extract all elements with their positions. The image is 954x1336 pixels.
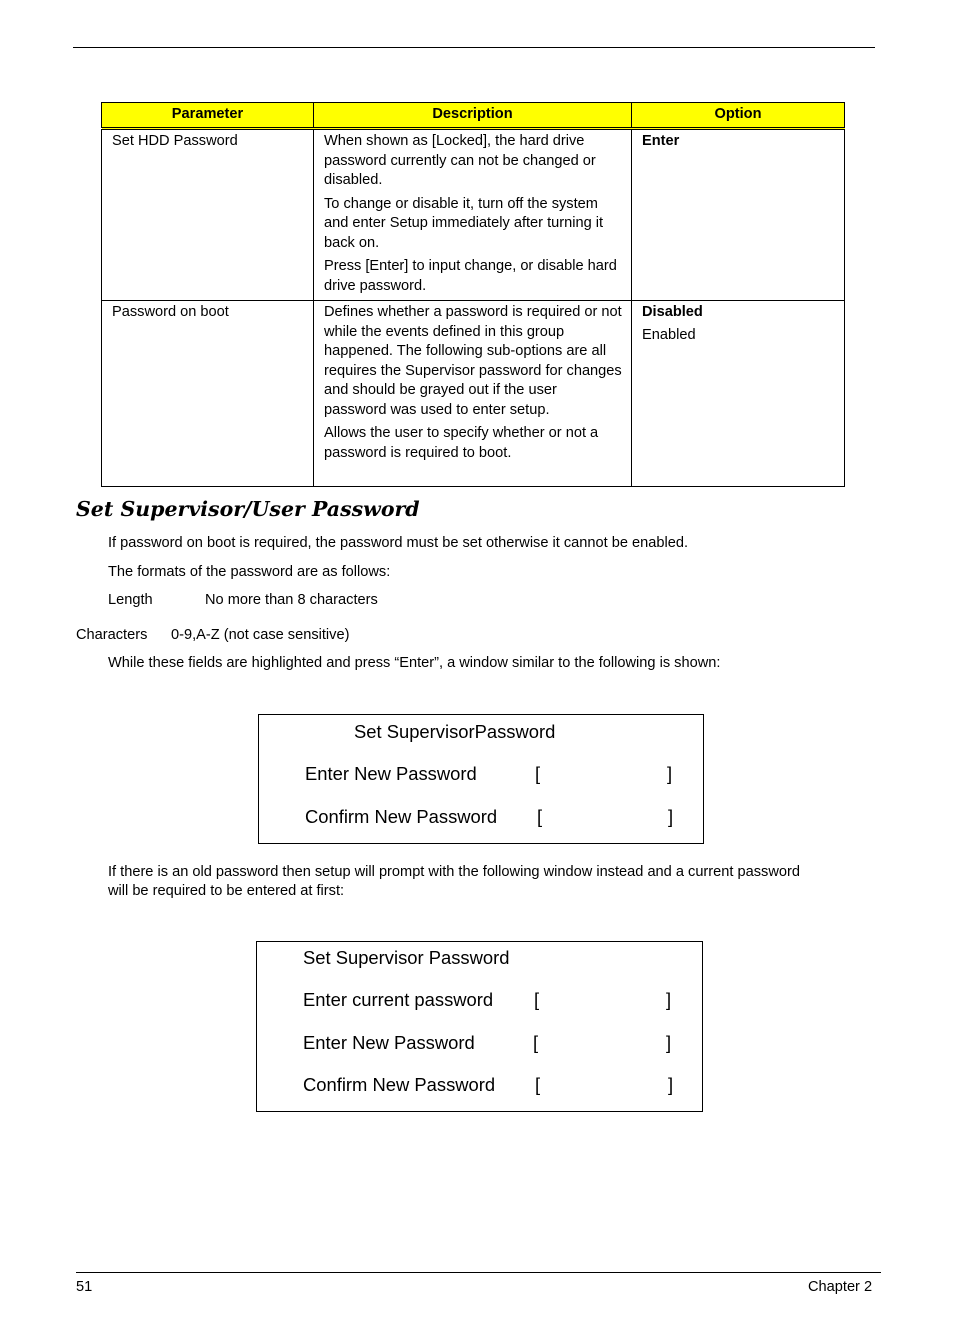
parameter-name: Password on boot (112, 304, 229, 320)
open-bracket: [ (533, 1032, 539, 1053)
option-default: Disabled (642, 304, 703, 320)
open-bracket: [ (535, 1074, 541, 1095)
window-title: Set SupervisorPassword (354, 721, 556, 742)
length-value: No more than 8 characters (205, 592, 378, 608)
option-value: Enabled (642, 326, 696, 343)
field-label-confirm-new: Confirm New Password (303, 1074, 496, 1095)
header-rule (73, 47, 875, 48)
table-row (102, 129, 845, 301)
window-title: Set Supervisor Password (303, 947, 510, 968)
length-label: Length (108, 592, 153, 608)
description-paragraph: Defines whether a password is required or not while the events defined in this group happened. The following sub-options are all requires the Supervisor password for changes and should be grayed out if the user password was used to enter setup. (324, 304, 622, 418)
cell-option (632, 301, 845, 487)
header-option: Option (632, 103, 845, 129)
paragraph-formats: The formats of the password are as follows: (108, 564, 391, 580)
paragraph-old-password-line2: will be required to be entered at first: (108, 883, 345, 899)
field-label-confirm-new: Confirm New Password (305, 806, 498, 827)
header-parameter: Parameter (102, 103, 314, 129)
chapter-label: Chapter 2 (808, 1279, 873, 1295)
paragraph-boot-required: If password on boot is required, the password must be set otherwise it cannot be enabled. (108, 535, 689, 551)
description-paragraph: When shown as [Locked], the hard drive password currently can not be changed or disabled. (324, 133, 596, 188)
field-label-enter-new: Enter New Password (303, 1032, 475, 1053)
open-bracket: [ (535, 763, 541, 784)
change-supervisor-password-window (256, 941, 703, 1112)
characters-value: 0-9,A-Z (not case sensitive) (171, 627, 350, 643)
table-row (102, 301, 845, 487)
option-default: Enter (642, 133, 680, 149)
close-bracket: ] (666, 989, 672, 1010)
open-bracket: [ (534, 989, 540, 1010)
field-label-enter-new: Enter New Password (305, 763, 477, 784)
cell-description (314, 129, 632, 301)
table-header-row (102, 103, 845, 129)
description-paragraph: To change or disable it, turn off the system and enter Setup immediately after turning it back on. (324, 195, 604, 251)
open-bracket: [ (537, 806, 543, 827)
cell-description (314, 301, 632, 487)
page-number: 51 (76, 1279, 93, 1295)
description-paragraph: Press [Enter] to input change, or disable hard drive password. (324, 258, 617, 294)
field-label-enter-current: Enter current password (303, 989, 494, 1010)
paragraph-window-shown: While these fields are highlighted and press “Enter”, a window similar to the following is shown: (108, 655, 721, 671)
paragraph-old-password-line1: If there is an old password then setup will prompt with the following window instead and a current password (108, 864, 800, 880)
parameter-table (101, 102, 845, 487)
set-supervisor-password-window (258, 714, 704, 844)
section-title: Set Supervisor/User Password (76, 497, 420, 521)
header-description: Description (314, 103, 632, 129)
footer-rule (76, 1272, 881, 1273)
close-bracket: ] (667, 763, 673, 784)
close-bracket: ] (668, 806, 674, 827)
cell-option (632, 129, 845, 301)
close-bracket: ] (668, 1074, 674, 1095)
description-paragraph: Allows the user to specify whether or not a password is required to boot. (324, 425, 599, 461)
parameter-name: Set HDD Password (112, 133, 238, 149)
cell-parameter (102, 129, 314, 301)
characters-label: Characters (76, 627, 148, 643)
close-bracket: ] (666, 1032, 672, 1053)
cell-parameter (102, 301, 314, 487)
